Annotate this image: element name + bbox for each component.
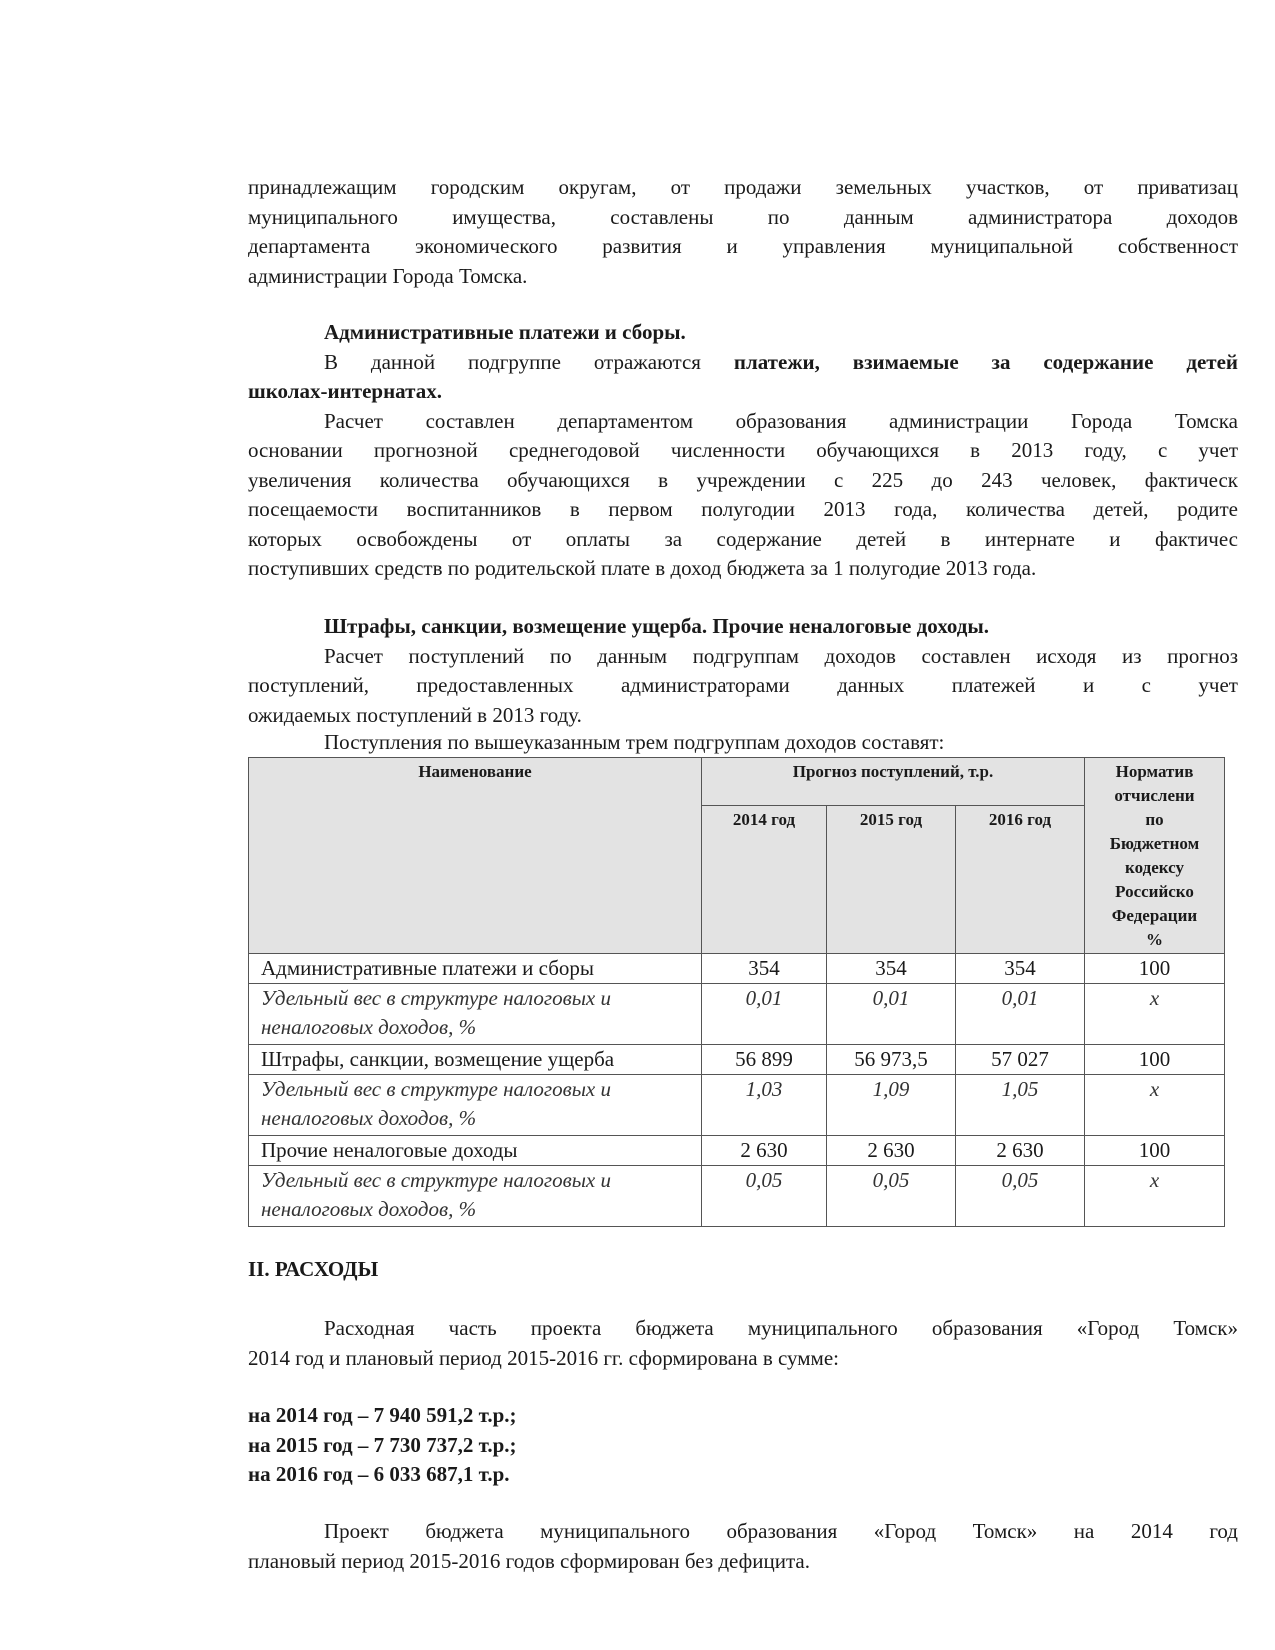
table-row <box>249 1075 1225 1136</box>
cell-2016: 0,01 <box>956 984 1085 1045</box>
fines-line: поступлений, предоставленных администраторами данных платежей и с учет <box>248 673 1238 697</box>
expenses-title: II. РАСХОДЫ <box>248 1257 379 1281</box>
col-header-name: Наименование <box>249 758 702 954</box>
admin-heading: Административные платежи и сборы. <box>324 320 686 344</box>
cell-2016: 0,05 <box>956 1166 1085 1227</box>
row-name: Штрафы, санкции, возмещение ущерба <box>249 1045 702 1075</box>
intro-line: муниципального имущества, составлены по данным администратора доходов <box>248 204 1238 229</box>
expenses-section <box>248 1255 1238 1285</box>
cell-norm: 100 <box>1085 1136 1225 1166</box>
document-page <box>248 0 1238 1650</box>
total-2014: на 2014 год – 7 940 591,2 т.р.; <box>248 1403 517 1427</box>
admin-section <box>248 318 1238 584</box>
fines-line: ожидаемых поступлений в 2013 году. <box>248 702 582 727</box>
table-row <box>249 1045 1225 1075</box>
admin-p2-line: Расчет составлен департаментом образования администрации Города Томска <box>324 408 1238 433</box>
admin-p2-line: основании прогнозной среднегодовой численности обучающихся в 2013 году, с учет <box>248 438 1238 462</box>
cell-2016: 57 027 <box>956 1045 1085 1075</box>
cell-2014: 354 <box>702 954 827 984</box>
row-name: Административные платежи и сборы <box>249 954 702 984</box>
col-header-2015: 2015 год <box>827 806 956 954</box>
norm-line: Норматив <box>1115 762 1194 781</box>
cell-2014: 1,03 <box>702 1075 827 1136</box>
admin-paragraph-1 <box>248 348 1238 378</box>
cell-2015: 354 <box>827 954 956 984</box>
row-name: Удельный вес в структуре налоговых и неналоговых доходов, % <box>249 1075 702 1136</box>
cell-2016: 2 630 <box>956 1136 1085 1166</box>
expenses-paragraph-2 <box>248 1517 1238 1576</box>
cell-norm: 100 <box>1085 954 1225 984</box>
expenses-p1-line: 2014 год и плановый период 2015-2016 гг. сформирована в сумме: <box>248 1345 840 1370</box>
norm-line: Российско <box>1115 882 1194 901</box>
expenses-p2-line: Проект бюджета муниципального образования «Город Томск» на 2014 год <box>324 1519 1238 1543</box>
norm-line: по <box>1145 810 1164 829</box>
intro-line: принадлежащим городским округам, от продажи земельных участков, от приватизац <box>248 175 1238 199</box>
intro-line: департамента экономического развития и управления муниципальной собственност <box>248 234 1238 258</box>
norm-line: % <box>1146 930 1163 949</box>
admin-p1-bold-cont: школах-интернатах. <box>248 379 442 403</box>
revenue-forecast-table <box>248 757 1225 1227</box>
cell-2016: 354 <box>956 954 1085 984</box>
admin-paragraph-2 <box>248 407 1238 584</box>
fines-section <box>248 612 1238 755</box>
admin-p2-line: которых освобождены от оплаты за содержание детей в интернате и фактичес <box>248 526 1238 551</box>
admin-p2-line: увеличения количества обучающихся в учреждении с 225 до 243 человек, фактическ <box>248 467 1238 492</box>
table-row <box>249 1166 1225 1227</box>
col-header-norm <box>1085 758 1225 954</box>
cell-2014: 2 630 <box>702 1136 827 1166</box>
fines-line: Расчет поступлений по данным подгруппам доходов составлен исходя из прогноз <box>324 643 1238 668</box>
expenses-paragraph-1 <box>248 1314 1238 1373</box>
cell-norm: х <box>1085 1166 1225 1227</box>
cell-2014: 56 899 <box>702 1045 827 1075</box>
table-row <box>249 954 1225 984</box>
expenses-p2-line: плановый период 2015-2016 годов сформирован без дефицита. <box>248 1548 810 1573</box>
norm-line: кодексу <box>1125 858 1184 877</box>
cell-2014: 0,05 <box>702 1166 827 1227</box>
cell-norm: х <box>1085 984 1225 1045</box>
norm-line: отчислени <box>1114 786 1195 805</box>
col-header-forecast: Прогноз поступлений, т.р. <box>702 758 1085 806</box>
col-header-2016: 2016 год <box>956 806 1085 954</box>
table-intro: Поступления по вышеуказанным трем подгруппам доходов составят: <box>324 730 945 754</box>
norm-line: Бюджетном <box>1109 834 1200 853</box>
row-name: Удельный вес в структуре налоговых и неналоговых доходов, % <box>249 984 702 1045</box>
table-row <box>249 984 1225 1045</box>
admin-p2-line: посещаемости воспитанников в первом полугодии 2013 года, количества детей, родите <box>248 497 1238 521</box>
cell-2015: 0,05 <box>827 1166 956 1227</box>
total-2015: на 2015 год – 7 730 737,2 т.р.; <box>248 1432 517 1457</box>
admin-p2-line: поступивших средств по родительской плате в доход бюджета за 1 полугодие 2013 года. <box>248 556 1037 580</box>
intro-line: администрации Города Томска. <box>248 263 528 288</box>
cell-2015: 0,01 <box>827 984 956 1045</box>
cell-norm: 100 <box>1085 1045 1225 1075</box>
table-row <box>249 1136 1225 1166</box>
cell-2015: 56 973,5 <box>827 1045 956 1075</box>
cell-norm: х <box>1085 1075 1225 1136</box>
admin-p1-normal: В данной подгруппе отражаются <box>324 349 734 374</box>
expenses-totals <box>248 1401 1238 1490</box>
intro-paragraph <box>248 173 1238 291</box>
total-2016: на 2016 год – 6 033 687,1 т.р. <box>248 1462 510 1486</box>
cell-2014: 0,01 <box>702 984 827 1045</box>
row-name: Прочие неналоговые доходы <box>249 1136 702 1166</box>
row-name: Удельный вес в структуре налоговых и неналоговых доходов, % <box>249 1166 702 1227</box>
expenses-p1-line: Расходная часть проекта бюджета муниципального образования «Город Томск» <box>324 1316 1238 1340</box>
norm-line: Федерации <box>1111 906 1198 925</box>
cell-2015: 1,09 <box>827 1075 956 1136</box>
admin-p1-bold: платежи, взимаемые за содержание детей <box>733 349 1239 374</box>
cell-2015: 2 630 <box>827 1136 956 1166</box>
cell-2016: 1,05 <box>956 1075 1085 1136</box>
col-header-2014: 2014 год <box>702 806 827 954</box>
fines-heading: Штрафы, санкции, возмещение ущерба. Прочие неналоговые доходы. <box>324 614 990 638</box>
